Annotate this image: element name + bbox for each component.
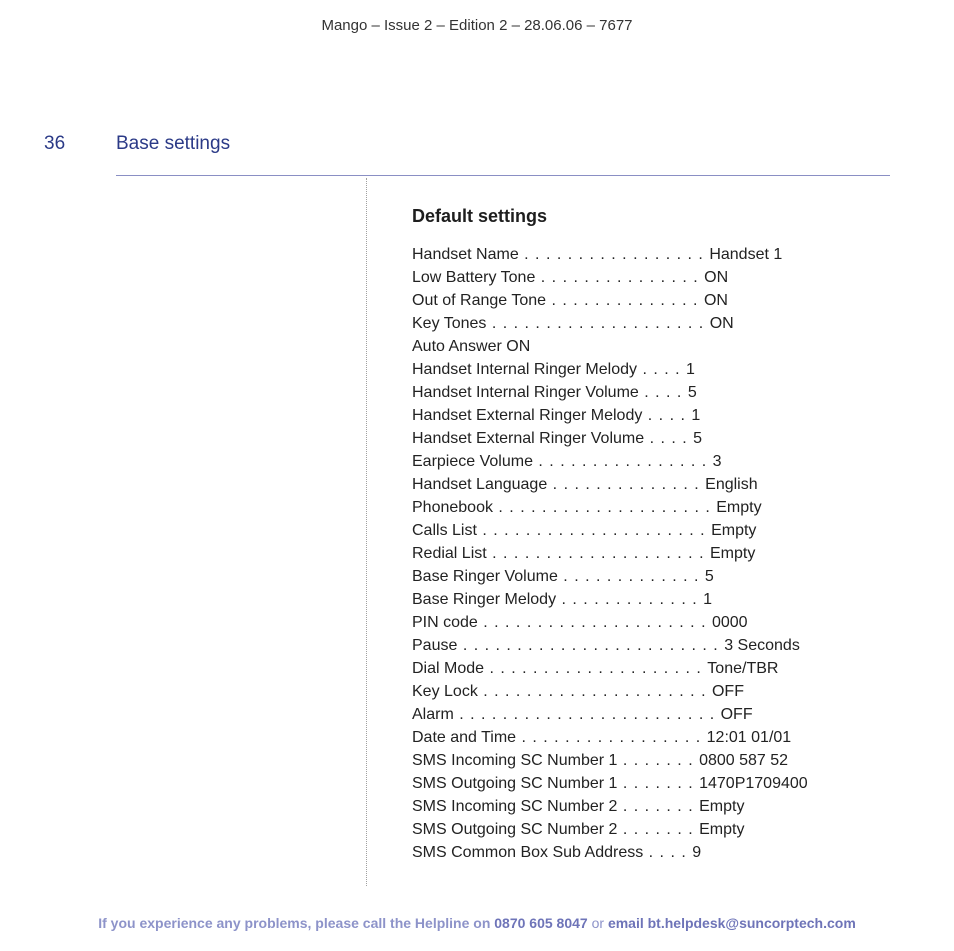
- default-settings-heading: Default settings: [412, 206, 548, 226]
- setting-value: Empty: [716, 499, 762, 516]
- header-rule: [116, 175, 890, 176]
- setting-value: Handset 1: [709, 246, 783, 263]
- setting-value: ON: [704, 269, 729, 286]
- footer-or: or: [587, 915, 608, 931]
- setting-label: Handset Name: [412, 246, 519, 263]
- setting-leader: . . . .: [638, 384, 688, 401]
- setting-label: Date and Time: [412, 729, 517, 746]
- running-header: Mango – Issue 2 – Edition 2 – 28.06.06 – 7677: [321, 17, 633, 34]
- setting-label: Calls List: [412, 522, 477, 539]
- setting-row: [412, 795, 912, 818]
- setting-row: [412, 565, 912, 588]
- setting-row: [412, 473, 912, 496]
- helpline-phone: 0870 605 8047: [494, 915, 588, 931]
- setting-label: SMS Incoming SC Number 1: [412, 752, 618, 769]
- setting-label: Handset External Ringer Melody: [412, 407, 643, 424]
- setting-leader: . . . . . . . . . . . . . . . . . . . .: [486, 545, 710, 562]
- setting-label: SMS Outgoing SC Number 1: [412, 775, 618, 792]
- setting-leader: . . . . . . .: [617, 752, 700, 769]
- section-title: Base settings: [116, 133, 231, 154]
- settings-list: [412, 243, 912, 864]
- setting-row: [412, 841, 912, 864]
- setting-label: Redial List: [412, 545, 487, 562]
- setting-leader: . . . . . . . . . . . . . . . . . . . .: [486, 315, 710, 332]
- setting-leader: . . . . . . . . . . . . . . . . . . . . .: [477, 614, 712, 631]
- setting-leader: . . . . . . . . . . . . . . .: [535, 269, 705, 286]
- setting-leader: . . . . . . . . . . . . . . . . . . . . .: [476, 522, 712, 539]
- setting-leader: . . . . . . . . . . . . . . . . .: [516, 729, 707, 746]
- setting-label: Handset External Ringer Volume: [412, 430, 645, 447]
- setting-row: [412, 312, 912, 335]
- setting-row: [412, 335, 912, 358]
- helpline-footer: [0, 915, 954, 931]
- setting-label: SMS Common Box Sub Address: [412, 844, 644, 861]
- setting-value: OFF: [720, 706, 753, 723]
- setting-label: Handset Language: [412, 476, 548, 493]
- setting-row: [412, 358, 912, 381]
- setting-label: Dial Mode: [412, 660, 485, 677]
- setting-leader: . . . . . . .: [617, 798, 700, 815]
- setting-value: Empty: [709, 545, 756, 562]
- setting-leader: . . . . . . .: [617, 775, 700, 792]
- setting-leader: . . . . . . .: [617, 821, 700, 838]
- setting-leader: . . . . . . . . . . . . .: [557, 568, 705, 585]
- setting-row: [412, 588, 912, 611]
- setting-leader: . . . . . . . . . . . . . .: [547, 476, 706, 493]
- setting-label: Low Battery Tone: [412, 269, 536, 286]
- setting-row: [412, 381, 912, 404]
- setting-value: 12:01 01/01: [706, 729, 792, 746]
- setting-label: SMS Incoming SC Number 2: [412, 798, 618, 815]
- setting-leader: . . . . . . . . . . . . .: [556, 591, 704, 608]
- setting-value: 3 Seconds: [724, 637, 800, 654]
- setting-leader: . . . .: [644, 430, 694, 447]
- setting-row: [412, 289, 912, 312]
- setting-row: [412, 266, 912, 289]
- setting-row: [412, 519, 912, 542]
- setting-value: 5: [687, 384, 697, 401]
- setting-value: English: [705, 476, 758, 493]
- setting-value: 5: [693, 430, 703, 447]
- setting-leader: . . . . . . . . . . . . . . . . . . . .: [492, 499, 717, 516]
- setting-row: [412, 427, 912, 450]
- setting-label: Out of Range Tone: [412, 292, 547, 309]
- setting-value: 1470P1709400: [699, 775, 808, 792]
- setting-label: Phonebook: [412, 499, 493, 516]
- setting-row: [412, 657, 912, 680]
- helpdesk-email: email bt.helpdesk@suncorptech.com: [607, 915, 856, 931]
- setting-leader: . . . . . . . . . . . . . . . .: [532, 453, 713, 470]
- setting-row: [412, 611, 912, 634]
- setting-value: 0800 587 52: [699, 752, 789, 769]
- setting-value: Empty: [699, 798, 745, 815]
- setting-value: 5: [704, 568, 714, 585]
- setting-value: 1: [703, 591, 713, 608]
- setting-row: [412, 703, 912, 726]
- setting-row: [412, 450, 912, 473]
- setting-value: Tone/TBR: [707, 660, 779, 677]
- setting-leader: . . . . . . . . . . . . . . . . .: [518, 246, 710, 263]
- setting-row: [412, 634, 912, 657]
- column-divider: [366, 178, 367, 886]
- setting-value: ON: [709, 315, 734, 332]
- setting-label: Base Ringer Melody: [412, 591, 557, 608]
- setting-label: Earpiece Volume: [412, 453, 533, 470]
- setting-label: SMS Outgoing SC Number 2: [412, 821, 618, 838]
- setting-row: [412, 404, 912, 427]
- setting-row: [412, 496, 912, 519]
- setting-value: 1: [691, 407, 701, 424]
- setting-leader: . . . . . . . . . . . . . . . . . . . .: [484, 660, 708, 677]
- setting-row: [412, 542, 912, 565]
- setting-value: 3: [712, 453, 722, 470]
- setting-leader: . . . .: [642, 407, 692, 424]
- default-settings-section: [412, 206, 912, 864]
- setting-row: [412, 772, 912, 795]
- setting-row: [412, 749, 912, 772]
- setting-value: 1: [686, 361, 695, 378]
- setting-label: PIN code: [412, 614, 478, 631]
- setting-leader: . . . . . . . . . . . . . .: [546, 292, 704, 309]
- setting-row: [412, 818, 912, 841]
- setting-label: Key Lock: [412, 683, 478, 700]
- setting-value: ON: [703, 292, 728, 309]
- setting-row: [412, 243, 912, 266]
- setting-row: [412, 680, 912, 703]
- setting-leader: . . . . . . . . . . . . . . . . . . . . .: [477, 683, 712, 700]
- footer-text: If you experience any problems, please call the Helpline on: [98, 915, 495, 931]
- setting-label: Handset Internal Ringer Volume: [412, 384, 639, 401]
- setting-value: Empty: [711, 522, 757, 539]
- setting-leader: . . . .: [637, 361, 687, 378]
- setting-leader: . . . . . . . . . . . . . . . . . . . . . . . .: [453, 706, 721, 723]
- setting-leader: . . . .: [643, 844, 693, 861]
- setting-leader: . . . . . . . . . . . . . . . . . . . . . . . .: [457, 637, 725, 654]
- setting-label: Auto Answer ON: [412, 338, 531, 355]
- setting-value: 0000: [711, 614, 748, 631]
- setting-label: Alarm: [412, 706, 454, 723]
- setting-row: [412, 726, 912, 749]
- page-number: 36: [44, 133, 66, 154]
- setting-label: Pause: [412, 637, 458, 654]
- setting-value: Empty: [699, 821, 745, 838]
- setting-label: Base Ringer Volume: [412, 568, 558, 585]
- setting-value: 9: [692, 844, 702, 861]
- setting-value: OFF: [711, 683, 744, 700]
- setting-label: Handset Internal Ringer Melody: [412, 361, 638, 378]
- setting-label: Key Tones: [412, 315, 487, 332]
